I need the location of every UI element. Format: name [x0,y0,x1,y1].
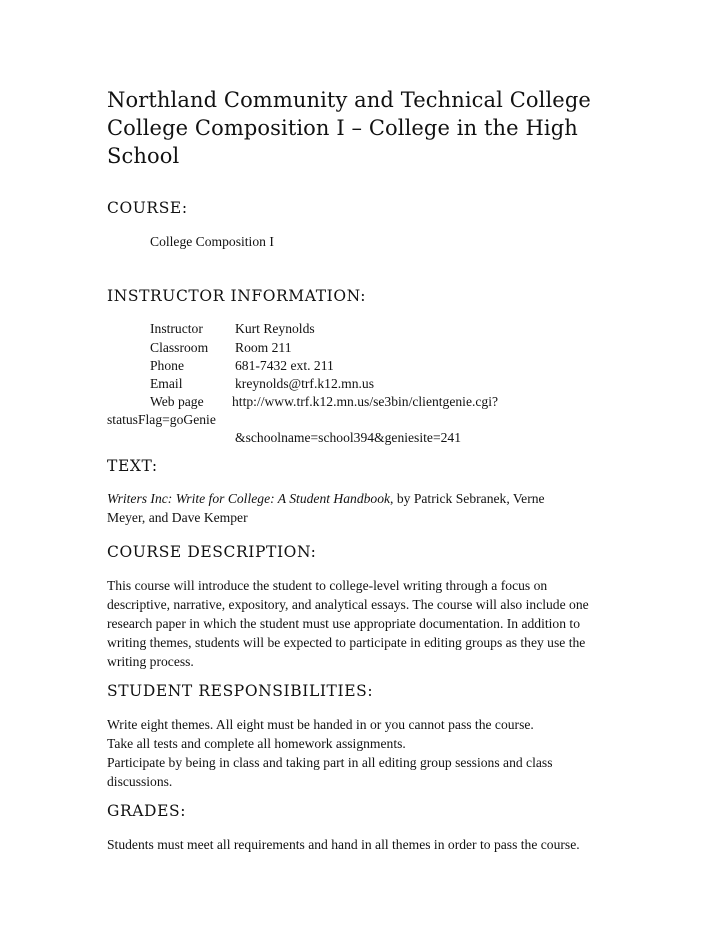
description-line: research paper in which the student must use appropriate documentation. In addition to [107,616,581,631]
title-line-3: School [107,144,180,168]
classroom-value: Room 211 [235,340,292,355]
grades-body [107,835,627,854]
responsibilities-body [107,715,627,791]
description-line: writing process. [107,654,194,669]
title-line-1: Northland Community and Technical College [107,88,591,112]
web-page-value: http://www.trf.k12.mn.us/se3bin/clientgenie.cgi? [232,394,499,409]
responsibility-line: Participate by being in class and taking part in all editing group sessions and class [107,755,553,770]
instructor-heading: INSTRUCTOR INFORMATION: [107,287,367,305]
description-line: descriptive, narrative, expository, and analytical essays. The course will also include one [107,597,589,612]
description-line: writing themes, students will be expected to participate in editing groups as they use the [107,635,586,650]
description-heading: COURSE DESCRIPTION: [107,543,317,561]
document-title [107,86,667,170]
email-value: kreynolds@trf.k12.mn.us [235,376,375,391]
responsibility-line: discussions. [107,774,173,789]
grades-line: Students must meet all requirements and hand in all themes in order to pass the course. [107,837,580,852]
web-page-wrap-2: &schoolname=school394&geniesite=241 [235,430,461,445]
email-label: Email [150,376,183,391]
textbook-authors-2: Meyer, and Dave Kemper [107,510,248,525]
text-heading: TEXT: [107,457,158,475]
phone-label: Phone [150,358,184,373]
course-heading: COURSE: [107,199,188,217]
responsibility-line: Write eight themes. All eight must be handed in or you cannot pass the course. [107,717,534,732]
web-page-wrap-1: statusFlag=goGenie [107,412,216,427]
title-line-2: College Composition I – College in the High [107,116,578,140]
responsibility-line: Take all tests and complete all homework assignments. [107,736,406,751]
responsibilities-heading: STUDENT RESPONSIBILITIES: [107,682,374,700]
textbook-authors-1: , by Patrick Sebranek, Verne [390,491,545,506]
textbook-title: Writers Inc: Write for College: A Student Handbook [107,491,391,506]
description-body [107,576,627,671]
instructor-value: Kurt Reynolds [235,321,315,336]
classroom-label: Classroom [150,340,209,355]
phone-value: 681-7432 ext. 211 [235,358,334,373]
web-page-label: Web page [150,394,204,409]
grades-heading: GRADES: [107,802,187,820]
course-name: College Composition I [150,234,274,249]
description-line: This course will introduce the student to college-level writing through a focus on [107,578,548,593]
textbook-citation [107,489,627,527]
instructor-label: Instructor [150,321,203,336]
